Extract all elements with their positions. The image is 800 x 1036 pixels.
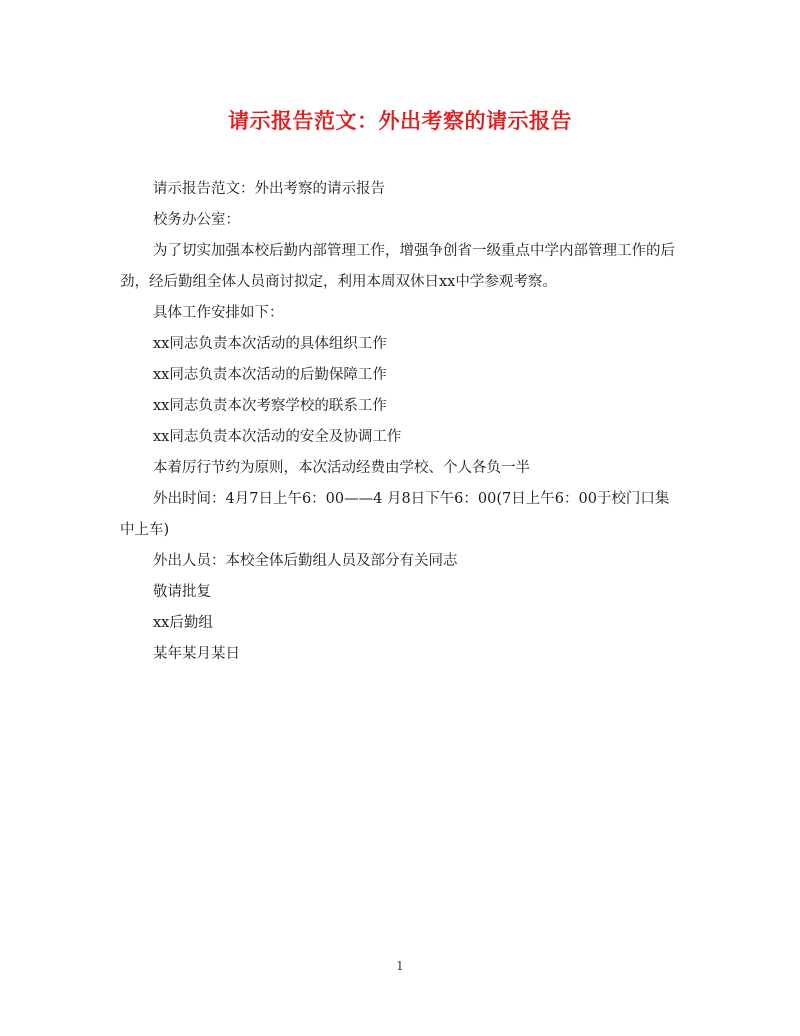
paragraph-request-approval: 敬请批复 [153,584,211,600]
paragraph-signature: xx后勤组 [153,615,213,631]
paragraph-task-organization: xx同志负责本次活动的具体组织工作 [153,336,387,352]
paragraph-purpose: 为了切实加强本校后勤内部管理工作，增强争创省一级重点中学内部管理工作的后劲，经后勤组全体人员商讨拟定，利用本周双休日xx中学参观考察。 [120,243,675,290]
paragraph-task-safety: xx同志负责本次活动的安全及协调工作 [153,429,402,445]
paragraph-personnel: 外出人员：本校全体后勤组人员及部分有关同志 [153,553,458,569]
paragraph-time: 外出时间：4月7日上午6：00——4 月8日下午6：00(7日上午6：00于校门口集中上车) [120,491,670,538]
page-number: 1 [396,959,404,973]
paragraph-task-liaison: xx同志负责本次考察学校的联系工作 [153,398,387,414]
paragraph-heading-repeat: 请示报告范文：外出考察的请示报告 [153,181,385,197]
paragraph-funding: 本着厉行节约为原则，本次活动经费由学校、个人各负一半 [153,460,530,476]
paragraph-date: 某年某月某日 [153,646,240,662]
paragraph-task-logistics: xx同志负责本次活动的后勤保障工作 [153,367,387,383]
paragraph-arrangement-intro: 具体工作安排如下： [153,305,284,321]
paragraph-addressee: 校务办公室： [153,212,240,228]
document-body [120,174,680,670]
document-title: 请示报告范文：外出考察的请示报告 [228,108,572,133]
